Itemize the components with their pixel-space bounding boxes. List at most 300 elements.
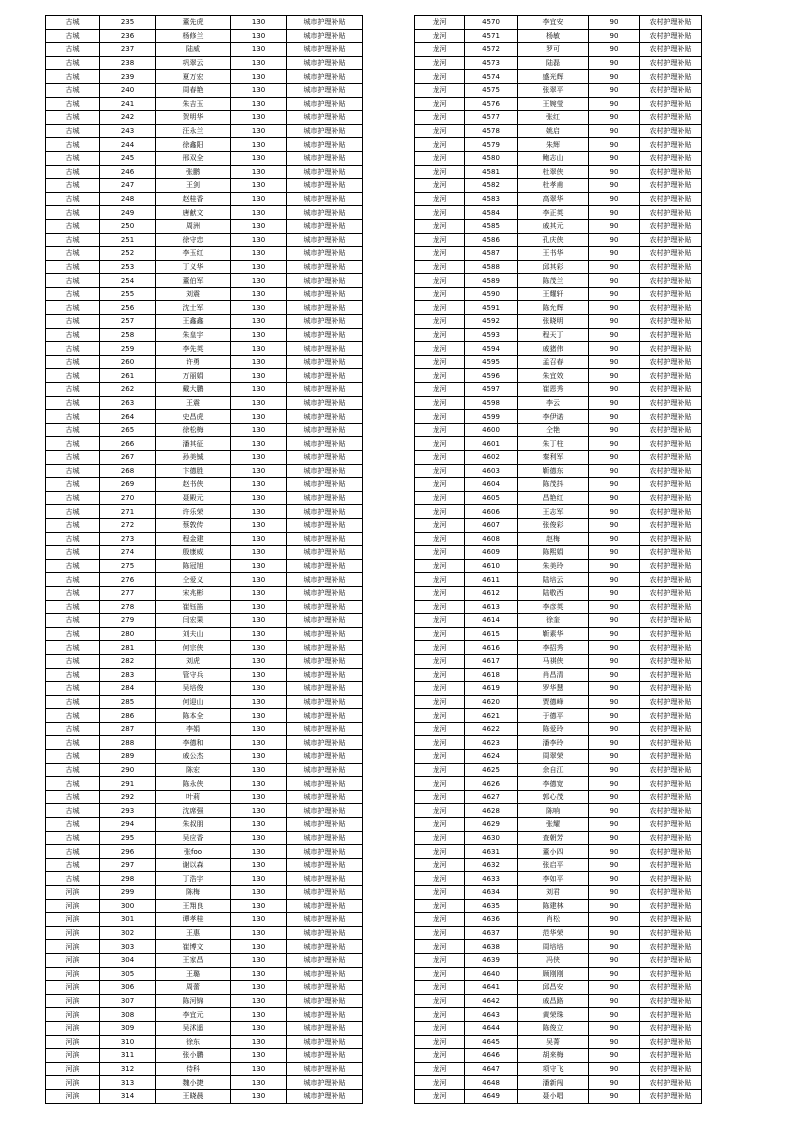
- amount-cell: 90: [589, 790, 640, 804]
- table-row: [415, 83, 702, 97]
- name-cell: 李如平: [518, 872, 589, 886]
- table-row: [415, 260, 702, 274]
- name-cell: 姚启: [518, 124, 589, 138]
- area-cell: 龙河: [415, 383, 465, 397]
- area-cell: 龙河: [415, 287, 465, 301]
- number-cell: 4604: [465, 478, 518, 492]
- name-cell: 黄荣珠: [518, 1008, 589, 1022]
- area-cell: 龙河: [415, 451, 465, 465]
- amount-cell: 130: [231, 287, 287, 301]
- amount-cell: 90: [589, 967, 640, 981]
- subsidy-type-cell: 城市护理补贴: [287, 1008, 363, 1022]
- number-cell: 307: [100, 994, 156, 1008]
- number-cell: 4614: [465, 614, 518, 628]
- table-row: [46, 437, 363, 451]
- subsidy-type-cell: 城市护理补贴: [287, 1089, 363, 1103]
- area-cell: 龙河: [415, 151, 465, 165]
- name-cell: 陆敬西: [518, 586, 589, 600]
- subsidy-type-cell: 城市护理补贴: [287, 886, 363, 900]
- subsidy-type-cell: 农村护理补贴: [640, 1008, 702, 1022]
- number-cell: 242: [100, 111, 156, 125]
- name-cell: 张启平: [518, 858, 589, 872]
- area-cell: 龙河: [415, 192, 465, 206]
- table-row: [415, 804, 702, 818]
- area-cell: 龙河: [415, 709, 465, 723]
- amount-cell: 90: [589, 151, 640, 165]
- number-cell: 273: [100, 532, 156, 546]
- amount-cell: 90: [589, 260, 640, 274]
- name-cell: 叶莉: [156, 790, 231, 804]
- subsidy-type-cell: 城市护理补贴: [287, 872, 363, 886]
- area-cell: 古城: [46, 722, 100, 736]
- table-row: [46, 192, 363, 206]
- subsidy-type-cell: 城市护理补贴: [287, 994, 363, 1008]
- number-cell: 4626: [465, 777, 518, 791]
- table-row: [415, 573, 702, 587]
- subsidy-type-cell: 农村护理补贴: [640, 872, 702, 886]
- amount-cell: 90: [589, 953, 640, 967]
- number-cell: 241: [100, 97, 156, 111]
- subsidy-type-cell: 城市护理补贴: [287, 573, 363, 587]
- name-cell: 张耀: [518, 818, 589, 832]
- number-cell: 4632: [465, 858, 518, 872]
- subsidy-type-cell: 农村护理补贴: [640, 451, 702, 465]
- area-cell: 龙河: [415, 831, 465, 845]
- number-cell: 259: [100, 342, 156, 356]
- area-cell: 龙河: [415, 247, 465, 261]
- name-cell: 杜翠侠: [518, 165, 589, 179]
- area-cell: 龙河: [415, 668, 465, 682]
- amount-cell: 90: [589, 750, 640, 764]
- table-row: [415, 559, 702, 573]
- name-cell: 杨修兰: [156, 29, 231, 43]
- number-cell: 4613: [465, 600, 518, 614]
- table-row: [46, 328, 363, 342]
- area-cell: 古城: [46, 151, 100, 165]
- amount-cell: 90: [589, 1062, 640, 1076]
- name-cell: 戚其元: [518, 219, 589, 233]
- table-row: [46, 301, 363, 315]
- subsidy-type-cell: 农村护理补贴: [640, 777, 702, 791]
- number-cell: 4642: [465, 994, 518, 1008]
- number-cell: 4581: [465, 165, 518, 179]
- area-cell: 古城: [46, 437, 100, 451]
- amount-cell: 130: [231, 1008, 287, 1022]
- name-cell: 朱美玲: [518, 559, 589, 573]
- table-row: [46, 383, 363, 397]
- table-row: [46, 70, 363, 84]
- subsidy-type-cell: 农村护理补贴: [640, 668, 702, 682]
- name-cell: 贺明华: [156, 111, 231, 125]
- amount-cell: 130: [231, 627, 287, 641]
- amount-cell: 130: [231, 192, 287, 206]
- number-cell: 4596: [465, 369, 518, 383]
- area-cell: 龙河: [415, 111, 465, 125]
- subsidy-type-cell: 城市护理补贴: [287, 818, 363, 832]
- table-row: [415, 858, 702, 872]
- subsidy-type-cell: 农村护理补贴: [640, 790, 702, 804]
- number-cell: 295: [100, 831, 156, 845]
- subsidy-type-cell: 农村护理补贴: [640, 464, 702, 478]
- name-cell: 肖昌清: [518, 668, 589, 682]
- table-row: [415, 722, 702, 736]
- amount-cell: 90: [589, 383, 640, 397]
- table-row: [415, 396, 702, 410]
- subsidy-type-cell: 城市护理补贴: [287, 342, 363, 356]
- subsidy-type-cell: 城市护理补贴: [287, 913, 363, 927]
- subsidy-type-cell: 城市护理补贴: [287, 192, 363, 206]
- amount-cell: 130: [231, 464, 287, 478]
- subsidy-type-cell: 城市护理补贴: [287, 491, 363, 505]
- area-cell: 龙河: [415, 627, 465, 641]
- table-row: [415, 872, 702, 886]
- table-row: [415, 505, 702, 519]
- amount-cell: 90: [589, 872, 640, 886]
- number-cell: 301: [100, 913, 156, 927]
- area-cell: 龙河: [415, 586, 465, 600]
- area-cell: 龙河: [415, 274, 465, 288]
- name-cell: 王耀轩: [518, 287, 589, 301]
- number-cell: 4585: [465, 219, 518, 233]
- subsidy-type-cell: 城市护理补贴: [287, 981, 363, 995]
- number-cell: 282: [100, 654, 156, 668]
- number-cell: 4627: [465, 790, 518, 804]
- table-row: [46, 641, 363, 655]
- number-cell: 4579: [465, 138, 518, 152]
- area-cell: 河滨: [46, 953, 100, 967]
- area-cell: 龙河: [415, 913, 465, 927]
- number-cell: 4646: [465, 1049, 518, 1063]
- subsidy-type-cell: 城市护理补贴: [287, 111, 363, 125]
- amount-cell: 130: [231, 1021, 287, 1035]
- number-cell: 4587: [465, 247, 518, 261]
- table-row: [46, 695, 363, 709]
- area-cell: 古城: [46, 763, 100, 777]
- table-row: [415, 1021, 702, 1035]
- subsidy-type-cell: 农村护理补贴: [640, 682, 702, 696]
- table-row: [415, 383, 702, 397]
- subsidy-type-cell: 城市护理补贴: [287, 1062, 363, 1076]
- amount-cell: 130: [231, 586, 287, 600]
- amount-cell: 130: [231, 546, 287, 560]
- subsidy-type-cell: 农村护理补贴: [640, 750, 702, 764]
- table-row: [46, 736, 363, 750]
- amount-cell: 90: [589, 532, 640, 546]
- subsidy-type-cell: 农村护理补贴: [640, 899, 702, 913]
- number-cell: 4620: [465, 695, 518, 709]
- name-cell: 陈宏: [156, 763, 231, 777]
- amount-cell: 90: [589, 369, 640, 383]
- number-cell: 314: [100, 1089, 156, 1103]
- table-row: [46, 994, 363, 1008]
- name-cell: 陈响: [518, 804, 589, 818]
- area-cell: 古城: [46, 518, 100, 532]
- table-row: [46, 219, 363, 233]
- subsidy-type-cell: 城市护理补贴: [287, 641, 363, 655]
- name-cell: 张小鹏: [156, 1049, 231, 1063]
- subsidy-type-cell: 城市护理补贴: [287, 845, 363, 859]
- number-cell: 276: [100, 573, 156, 587]
- subsidy-type-cell: 城市护理补贴: [287, 777, 363, 791]
- number-cell: 251: [100, 233, 156, 247]
- table-row: [415, 641, 702, 655]
- amount-cell: 90: [589, 451, 640, 465]
- area-cell: 龙河: [415, 559, 465, 573]
- number-cell: 4633: [465, 872, 518, 886]
- name-cell: 张晓明: [518, 315, 589, 329]
- table-row: [415, 709, 702, 723]
- amount-cell: 90: [589, 124, 640, 138]
- number-cell: 310: [100, 1035, 156, 1049]
- amount-cell: 130: [231, 315, 287, 329]
- number-cell: 4648: [465, 1076, 518, 1090]
- name-cell: 李先英: [156, 342, 231, 356]
- number-cell: 262: [100, 383, 156, 397]
- name-cell: 李德宽: [518, 777, 589, 791]
- area-cell: 古城: [46, 546, 100, 560]
- subsidy-type-cell: 城市护理补贴: [287, 899, 363, 913]
- number-cell: 286: [100, 709, 156, 723]
- area-cell: 龙河: [415, 29, 465, 43]
- name-cell: 李彦英: [518, 600, 589, 614]
- amount-cell: 130: [231, 600, 287, 614]
- area-cell: 古城: [46, 165, 100, 179]
- subsidy-type-cell: 城市护理补贴: [287, 315, 363, 329]
- table-row: [415, 1008, 702, 1022]
- area-cell: 古城: [46, 138, 100, 152]
- subsidy-type-cell: 城市护理补贴: [287, 505, 363, 519]
- name-cell: 王震: [156, 396, 231, 410]
- area-cell: 河滨: [46, 994, 100, 1008]
- name-cell: 邢双全: [156, 151, 231, 165]
- name-cell: 李娟: [156, 722, 231, 736]
- number-cell: 269: [100, 478, 156, 492]
- area-cell: 古城: [46, 179, 100, 193]
- table-row: [46, 750, 363, 764]
- name-cell: 陈茂抖: [518, 478, 589, 492]
- table-row: [415, 668, 702, 682]
- amount-cell: 130: [231, 763, 287, 777]
- subsidy-type-cell: 城市护理补贴: [287, 287, 363, 301]
- number-cell: 4573: [465, 56, 518, 70]
- number-cell: 244: [100, 138, 156, 152]
- amount-cell: 130: [231, 111, 287, 125]
- table-row: [46, 151, 363, 165]
- amount-cell: 90: [589, 410, 640, 424]
- number-cell: 4629: [465, 818, 518, 832]
- name-cell: 许勇: [156, 355, 231, 369]
- name-cell: 殷康威: [156, 546, 231, 560]
- number-cell: 268: [100, 464, 156, 478]
- number-cell: 306: [100, 981, 156, 995]
- table-row: [46, 913, 363, 927]
- area-cell: 河滨: [46, 940, 100, 954]
- amount-cell: 130: [231, 722, 287, 736]
- subsidy-type-cell: 城市护理补贴: [287, 124, 363, 138]
- number-cell: 4630: [465, 831, 518, 845]
- name-cell: 靳素华: [518, 627, 589, 641]
- amount-cell: 130: [231, 16, 287, 30]
- table-row: [415, 192, 702, 206]
- amount-cell: 90: [589, 654, 640, 668]
- number-cell: 281: [100, 641, 156, 655]
- area-cell: 龙河: [415, 981, 465, 995]
- table-row: [46, 206, 363, 220]
- table-row: [415, 967, 702, 981]
- name-cell: 郭心茂: [518, 790, 589, 804]
- subsidy-type-cell: 农村护理补贴: [640, 532, 702, 546]
- area-cell: 古城: [46, 804, 100, 818]
- table-row: [415, 600, 702, 614]
- name-cell: 史昌虎: [156, 410, 231, 424]
- name-cell: 周翠荣: [518, 750, 589, 764]
- amount-cell: 90: [589, 818, 640, 832]
- table-row: [46, 396, 363, 410]
- area-cell: 古城: [46, 83, 100, 97]
- table-row: [415, 219, 702, 233]
- amount-cell: 130: [231, 179, 287, 193]
- table-row: [46, 274, 363, 288]
- subsidy-type-cell: 城市护理补贴: [287, 43, 363, 57]
- name-cell: 陈茂兰: [518, 274, 589, 288]
- table-row: [46, 111, 363, 125]
- amount-cell: 90: [589, 546, 640, 560]
- name-cell: 万丽娟: [156, 369, 231, 383]
- number-cell: 4612: [465, 586, 518, 600]
- number-cell: 4640: [465, 967, 518, 981]
- table-row: [415, 464, 702, 478]
- amount-cell: 130: [231, 559, 287, 573]
- table-row: [46, 315, 363, 329]
- table-row: [46, 16, 363, 30]
- amount-cell: 90: [589, 518, 640, 532]
- subsidy-type-cell: 农村护理补贴: [640, 179, 702, 193]
- amount-cell: 130: [231, 532, 287, 546]
- number-cell: 253: [100, 260, 156, 274]
- amount-cell: 90: [589, 994, 640, 1008]
- area-cell: 古城: [46, 695, 100, 709]
- area-cell: 龙河: [415, 70, 465, 84]
- amount-cell: 90: [589, 206, 640, 220]
- area-cell: 古城: [46, 315, 100, 329]
- subsidy-type-cell: 城市护理补贴: [287, 451, 363, 465]
- name-cell: 蔡敦传: [156, 518, 231, 532]
- area-cell: 古城: [46, 287, 100, 301]
- number-cell: 4591: [465, 301, 518, 315]
- table-row: [415, 287, 702, 301]
- name-cell: 夏万宏: [156, 70, 231, 84]
- table-row: [415, 247, 702, 261]
- subsidy-type-cell: 农村护理补贴: [640, 478, 702, 492]
- amount-cell: 130: [231, 913, 287, 927]
- name-cell: 肖松: [518, 913, 589, 927]
- name-cell: 程金建: [156, 532, 231, 546]
- subsidy-type-cell: 农村护理补贴: [640, 355, 702, 369]
- table-row: [46, 627, 363, 641]
- name-cell: 潘李玲: [518, 736, 589, 750]
- area-cell: 古城: [46, 532, 100, 546]
- area-cell: 古城: [46, 845, 100, 859]
- area-cell: 古城: [46, 342, 100, 356]
- amount-cell: 130: [231, 437, 287, 451]
- subsidy-type-cell: 农村护理补贴: [640, 260, 702, 274]
- subsidy-type-cell: 农村护理补贴: [640, 111, 702, 125]
- number-cell: 4623: [465, 736, 518, 750]
- amount-cell: 130: [231, 165, 287, 179]
- amount-cell: 130: [231, 695, 287, 709]
- amount-cell: 90: [589, 29, 640, 43]
- name-cell: 李宜元: [156, 1008, 231, 1022]
- table-row: [415, 369, 702, 383]
- subsidy-type-cell: 农村护理补贴: [640, 328, 702, 342]
- table-row: [46, 886, 363, 900]
- area-cell: 古城: [46, 641, 100, 655]
- table-row: [46, 29, 363, 43]
- subsidy-type-cell: 城市护理补贴: [287, 274, 363, 288]
- table-row: [415, 342, 702, 356]
- table-row: [415, 763, 702, 777]
- number-cell: 302: [100, 926, 156, 940]
- number-cell: 4577: [465, 111, 518, 125]
- number-cell: 4638: [465, 940, 518, 954]
- name-cell: 吴菁: [518, 1035, 589, 1049]
- number-cell: 277: [100, 586, 156, 600]
- number-cell: 297: [100, 858, 156, 872]
- amount-cell: 130: [231, 953, 287, 967]
- subsidy-type-cell: 城市护理补贴: [287, 627, 363, 641]
- amount-cell: 90: [589, 437, 640, 451]
- name-cell: 秦利军: [518, 451, 589, 465]
- amount-cell: 90: [589, 736, 640, 750]
- area-cell: 古城: [46, 736, 100, 750]
- amount-cell: 90: [589, 1035, 640, 1049]
- table-row: [46, 668, 363, 682]
- amount-cell: 90: [589, 56, 640, 70]
- subsidy-type-cell: 城市护理补贴: [287, 858, 363, 872]
- table-row: [46, 138, 363, 152]
- name-cell: 李伊诺: [518, 410, 589, 424]
- number-cell: 4609: [465, 546, 518, 560]
- name-cell: 陈爱玲: [518, 722, 589, 736]
- number-cell: 304: [100, 953, 156, 967]
- name-cell: 李玉红: [156, 247, 231, 261]
- name-cell: 刘君: [518, 886, 589, 900]
- number-cell: 4649: [465, 1089, 518, 1103]
- amount-cell: 130: [231, 124, 287, 138]
- area-cell: 龙河: [415, 342, 465, 356]
- name-cell: 刘震: [156, 287, 231, 301]
- number-cell: 285: [100, 695, 156, 709]
- number-cell: 4631: [465, 845, 518, 859]
- subsidy-type-cell: 城市护理补贴: [287, 600, 363, 614]
- number-cell: 260: [100, 355, 156, 369]
- name-cell: 丁义华: [156, 260, 231, 274]
- number-cell: 4572: [465, 43, 518, 57]
- table-row: [415, 206, 702, 220]
- amount-cell: 130: [231, 1089, 287, 1103]
- amount-cell: 90: [589, 287, 640, 301]
- subsidy-type-cell: 城市护理补贴: [287, 546, 363, 560]
- area-cell: 古城: [46, 355, 100, 369]
- name-cell: 徐守忠: [156, 233, 231, 247]
- table-row: [415, 328, 702, 342]
- area-cell: 龙河: [415, 464, 465, 478]
- subsidy-type-cell: 农村护理补贴: [640, 43, 702, 57]
- table-row: [415, 410, 702, 424]
- subsidy-type-cell: 农村护理补贴: [640, 818, 702, 832]
- subsidy-type-cell: 城市护理补贴: [287, 1021, 363, 1035]
- amount-cell: 90: [589, 192, 640, 206]
